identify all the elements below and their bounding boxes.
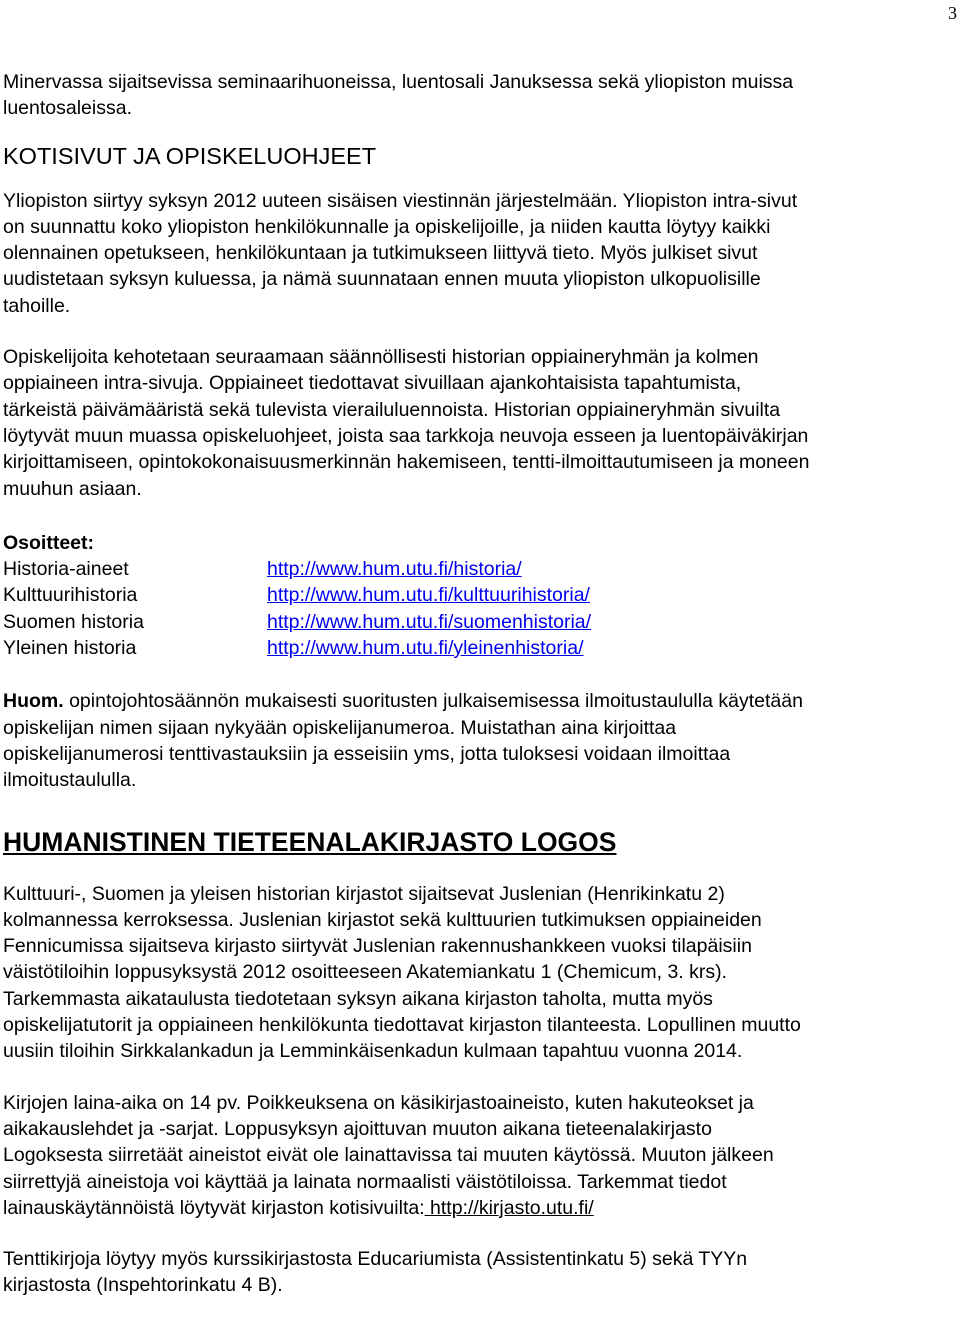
text-line: lainauskäytännöistä löytyvät kirjaston kotisivuilta: [3,1196,425,1219]
address-name: Kulttuurihistoria [3,584,138,607]
text-line: ilmoitustaululla. [3,769,137,792]
text-line: opiskelijan nimen sijaan nykyään opiskelijanumeroa. Muistathan aina kirjoittaa [3,716,677,739]
text-line: opiskelijanumerosi tenttivastauksiin ja esseisiin yms, jotta tuloksesi voidaan ilmoittaa [3,742,731,765]
text-line: tahoille. [3,294,71,317]
text-line: Logoksesta siirretäät aineistot eivät ole lainattavissa tai muuten käytössä. Muuton jälkeen [3,1144,774,1167]
logos-paragraph-1 [3,881,953,1065]
intro-paragraph [3,69,953,122]
text-line: kolmannessa kerroksessa. Juslenian kirjastot sekä kulttuurien tutkimuksen oppiaineiden [3,908,762,931]
logos-paragraph-3 [3,1246,953,1299]
text-line: on suunnattu koko yliopiston henkilökunnalle ja opiskelijoille, ja niiden kautta löytyy kaikki [3,215,771,238]
text-line: Kirjojen laina-aika on 14 pv. Poikkeuksena on käsikirjastoaineisto, kuten hakuteokset ja [3,1091,754,1114]
text-line: väistötiloihin loppusyksystä 2012 osoitteeseen Akatemiankatu 1 (Chemicum, 3. krs). [3,961,728,984]
text-line: opiskelijatutorit ja oppiaineen henkilökunta tiedottavat kirjaston tilanteesta. Lopullinen muutto [3,1014,801,1037]
text-line: uudistetaan syksyn kuluessa, ja nämä suunnataan ennen muuta yliopiston ulkopuolisille [3,268,761,291]
text-line: löytyvät muun muassa opiskeluohjeet, joista saa tarkkoja neuvoja esseen ja luentopäiväkirjan [3,424,809,447]
text-line: Fennicumissa sijaitseva kirjasto siirtyvät Juslenian rakennushankkeen vuoksi tilapäisiin [3,935,752,958]
address-name: Suomen historia [3,610,144,633]
address-link-yleinenhistoria[interactable]: http://www.hum.utu.fi/yleinenhistoria/ [267,637,584,660]
heading-logos: HUMANISTINEN TIETEENALAKIRJASTO LOGOS [3,826,617,857]
text-line: Minervassa sijaitsevissa seminaarihuoneissa, luentosali Januksessa sekä yliopiston muissa [3,71,794,93]
text-line: Tenttikirjoja löytyy myös kurssikirjastosta Educariumista (Assistentinkatu 5) sekä TYYn [3,1248,748,1271]
address-row [3,635,953,661]
address-row [3,582,953,608]
address-link-suomenhistoria[interactable]: http://www.hum.utu.fi/suomenhistoria/ [267,610,592,633]
text-line: aikakauslehdet ja -sarjat. Loppusyksyn ajoittuvan muuton aikana tieteenalakirjasto [3,1117,712,1140]
text-line: siirrettyjä aineistoja voi käyttää ja lainata normaalisti väistötiloissa. Tarkemmat tiedot [3,1170,727,1193]
address-link-historia[interactable]: http://www.hum.utu.fi/historia/ [267,558,522,581]
text-line: Tarkemmasta aikataulusta tiedotetaan syksyn aikana kirjaston taholta, mutta myös [3,987,713,1010]
text-line: Kulttuuri-, Suomen ja yleisen historian kirjastot sijaitsevat Juslenian (Henrikinkatu 2) [3,882,725,905]
text-line: Opiskelijoita kehotetaan seuraamaan säännöllisesti historian oppiaineryhmän ja kolmen [3,346,759,369]
huom-label: Huom. [3,690,64,713]
text-line: olennainen opetukseen, henkilökuntaan ja tutkimukseen liittyvä tieto. Myös julkiset sivut [3,242,758,265]
text-line: kirjastosta (Inspehtorinkatu 4 B). [3,1274,283,1297]
address-link-kulttuurihistoria[interactable]: http://www.hum.utu.fi/kulttuurihistoria/ [267,584,590,607]
heading-kotisivut: KOTISIVUT JA OPISKELUOHJEET [3,142,377,169]
kotisivut-paragraph-2 [3,344,953,502]
logos-paragraph-2 [3,1090,953,1221]
text-line: tärkeistä päivämääristä sekä tulevista vierailuluennoista. Historian oppiaineryhmän sivuilta [3,398,781,421]
text-line: oppiaineen intra-sivuja. Oppiaineet tiedottavat sivuillaan ajankohtaisista tapahtumista, [3,372,742,395]
document-body [3,69,953,1299]
kirjasto-link[interactable]: http://kirjasto.utu.fi/ [424,1196,594,1219]
kotisivut-paragraph-1 [3,188,953,319]
page-number: 3 [948,3,957,23]
address-list [3,556,953,661]
huom-paragraph [3,688,953,793]
text-line: uusiin tiloihin Sirkkalankadun ja Lemminkäisenkadun kulmaan tapahtuu vuonna 2014. [3,1040,743,1063]
address-name: Historia-aineet [3,558,129,581]
address-row [3,609,953,635]
text-line: Yliopiston siirtyy syksyn 2012 uuteen sisäisen viestinnän järjestelmään. Yliopiston intra-sivut [3,189,798,212]
text-line: kirjoittamiseen, opintokokonaisuusmerkinnän hakemiseen, tentti-ilmoittautumiseen ja moneen [3,451,810,474]
address-row [3,556,953,582]
text-line: luentosaleissa. [3,97,132,120]
text-line: opintojohtosäännön mukaisesti suoritusten julkaisemisessa ilmoitustaululla käytetään [63,690,803,713]
address-name: Yleinen historia [3,637,137,660]
text-line: muuhun asiaan. [3,477,142,500]
addresses-title: Osoitteet: [3,531,95,554]
